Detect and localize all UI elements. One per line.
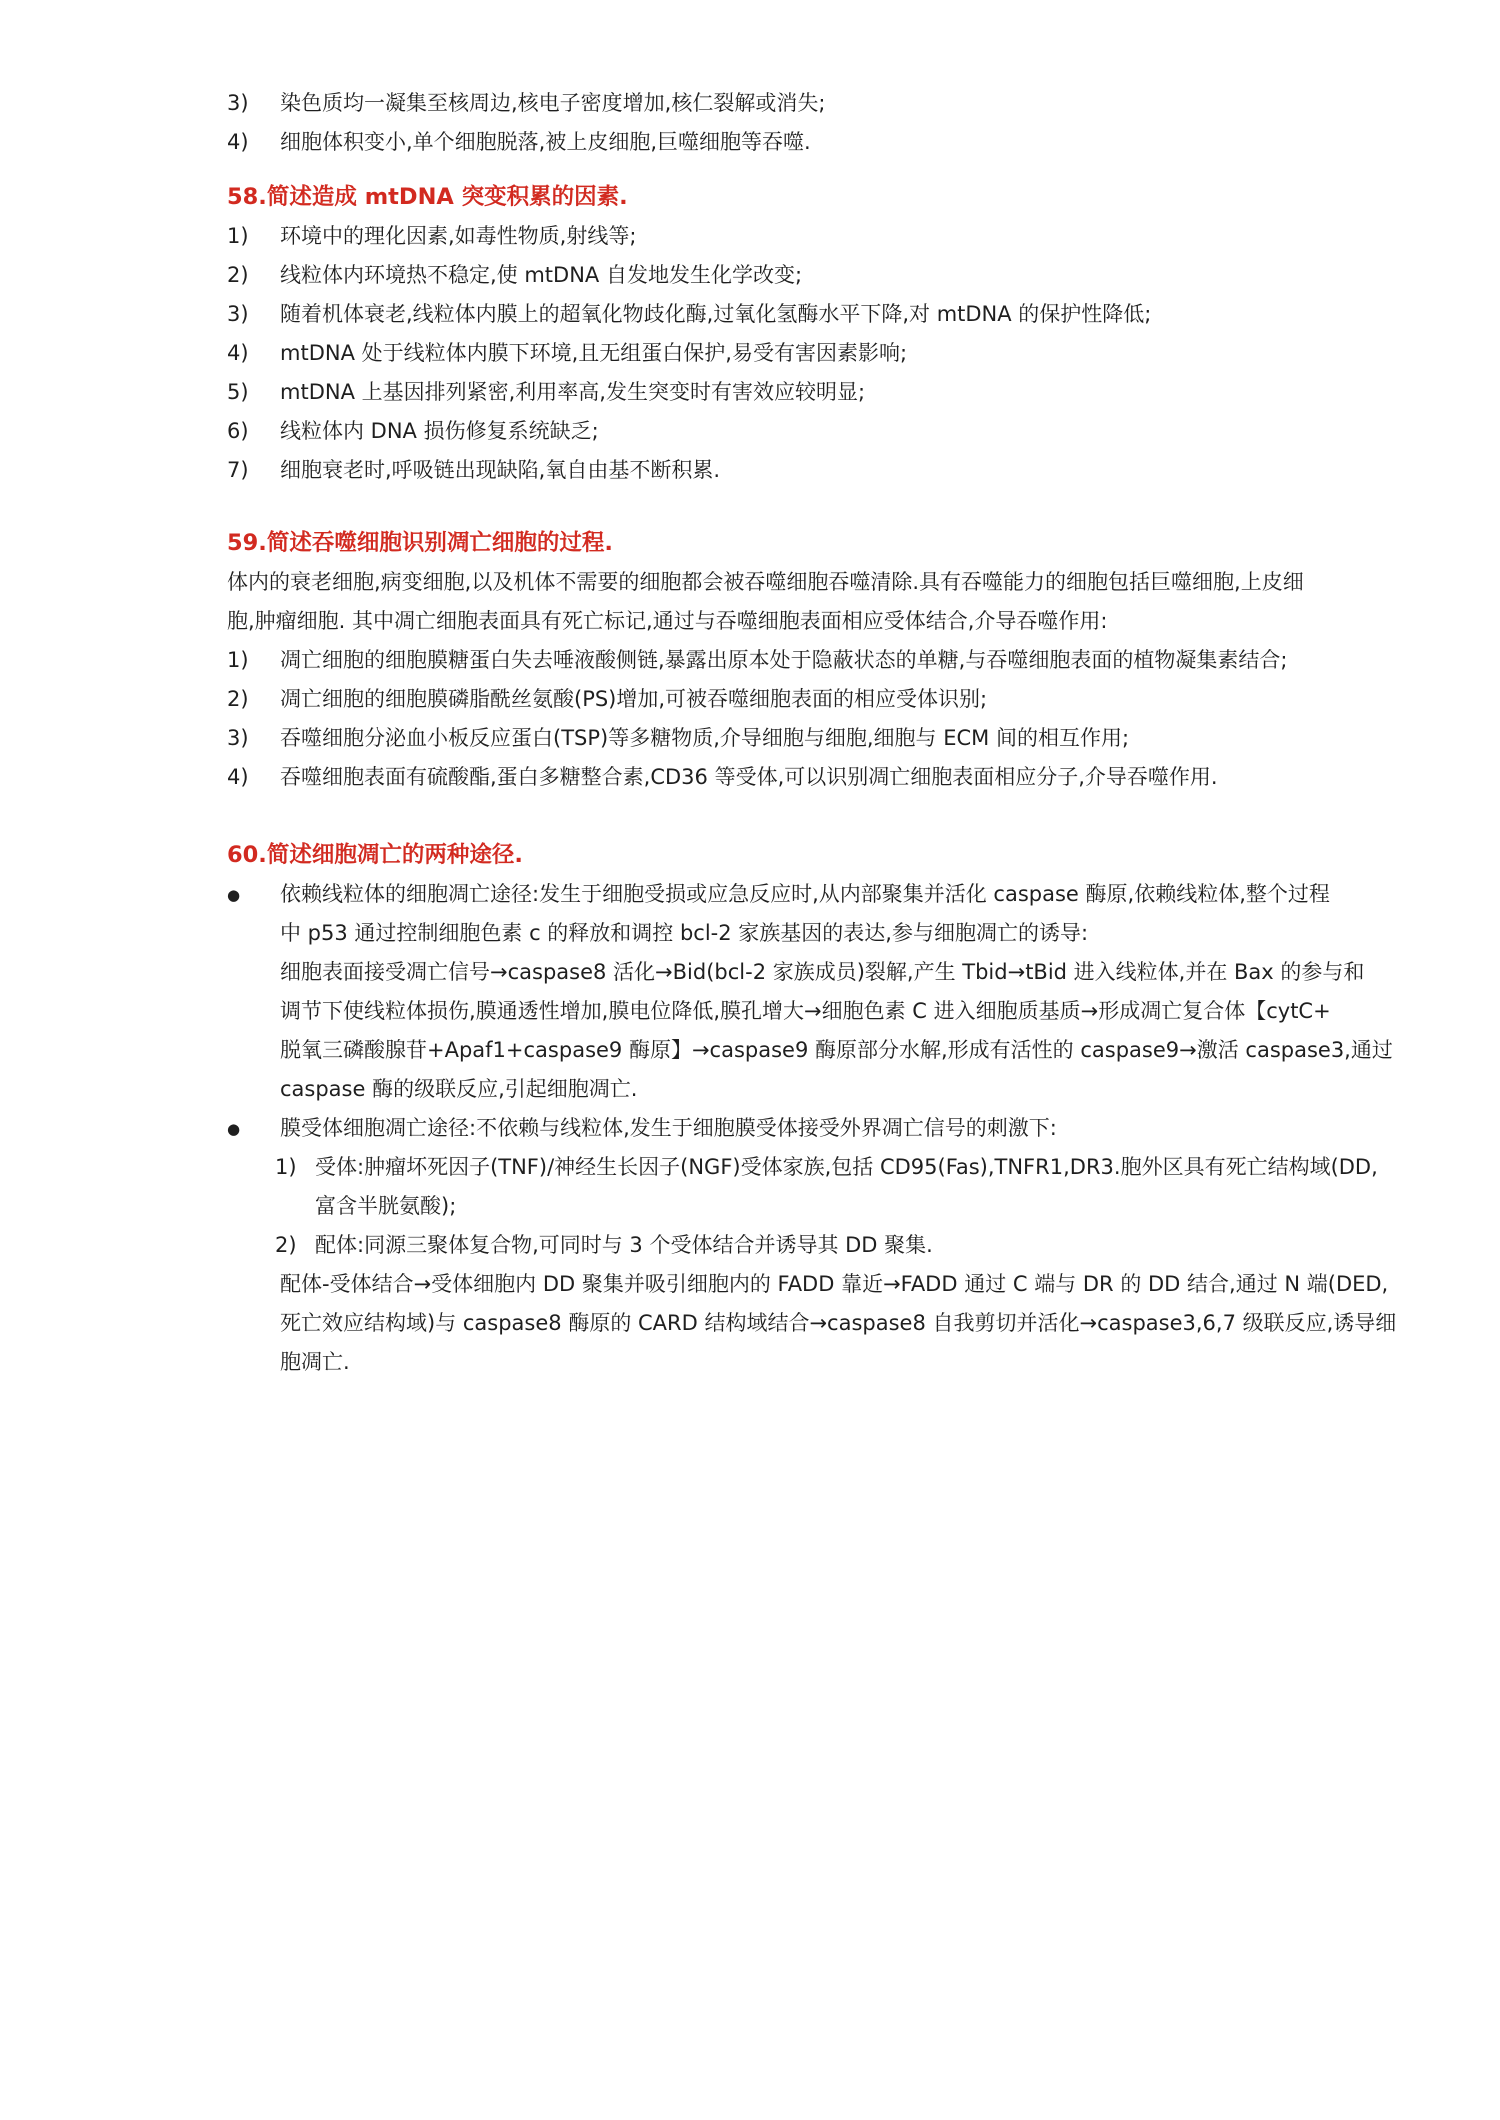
- sub-list-line: 富含半胱氨酸);: [315, 1194, 457, 1218]
- item-text: 细胞体积变小,单个细胞脱落,被上皮细胞,巨噬细胞等吞噬.: [280, 130, 811, 154]
- item-text: 细胞衰老时,呼吸链出现缺陷,氧自由基不断积累.: [280, 458, 721, 482]
- item-text: 线粒体内 DNA 损伤修复系统缺乏;: [280, 419, 599, 443]
- bullet-icon: ●: [227, 1120, 241, 1138]
- bullet-line: 中 p53 通过控制细胞色素 c 的释放和调控 bcl-2 家族基因的表达,参与细胞凋亡的诱导:: [280, 921, 1089, 945]
- sub-list-item: [227, 1226, 1477, 1265]
- list-item: [227, 373, 1477, 412]
- item-text: 受体:肿瘤坏死因子(TNF)/神经生长因子(NGF)受体家族,包括 CD95(Fas),TNFR1,DR3.胞外区具有死亡结构域(DD,: [315, 1155, 1378, 1179]
- item-text: 凋亡细胞的细胞膜磷脂酰丝氨酸(PS)增加,可被吞噬细胞表面的相应受体识别;: [280, 687, 988, 711]
- bullet-line: 细胞表面接受凋亡信号→caspase8 活化→Bid(bcl-2 家族成员)裂解,产生 Tbid→tBid 进入线粒体,并在 Bax 的参与和: [280, 960, 1365, 984]
- bullet-icon: ●: [227, 886, 241, 904]
- list-item: [227, 719, 1477, 758]
- list-item: [227, 295, 1477, 334]
- item-marker: 3): [227, 302, 249, 326]
- sub-list-item: [227, 1148, 1477, 1187]
- section-heading-59: 59.简述吞噬细胞识别凋亡细胞的过程.: [227, 530, 613, 556]
- item-marker: 6): [227, 419, 249, 443]
- item-marker: 1): [227, 224, 249, 248]
- bullet-line: 调节下使线粒体损伤,膜通透性增加,膜电位降低,膜孔增大→细胞色素 C 进入细胞质基质→形成凋亡复合体【cytC+: [280, 999, 1331, 1023]
- item-marker: 7): [227, 458, 249, 482]
- item-marker: 2): [227, 687, 249, 711]
- item-marker: 4): [227, 341, 249, 365]
- item-marker: 1): [227, 648, 249, 672]
- item-marker: 3): [227, 726, 249, 750]
- section-heading-60: 60.简述细胞凋亡的两种途径.: [227, 842, 523, 868]
- list-item: [227, 123, 1477, 162]
- item-marker: 4): [227, 130, 249, 154]
- list-item: [227, 758, 1477, 797]
- item-text: mtDNA 处于线粒体内膜下环境,且无组蛋白保护,易受有害因素影响;: [280, 341, 908, 365]
- list-item: [227, 412, 1477, 451]
- item-marker: 1): [275, 1155, 297, 1179]
- list-item: [227, 641, 1477, 680]
- item-text: 环境中的理化因素,如毒性物质,射线等;: [280, 224, 637, 248]
- document-content: [227, 84, 1477, 1382]
- list-item: [227, 256, 1477, 295]
- item-marker: 5): [227, 380, 249, 404]
- item-marker: 4): [227, 765, 249, 789]
- section-heading-58: 58.简述造成 mtDNA 突变积累的因素.: [227, 184, 628, 210]
- bullet-line: 胞凋亡.: [280, 1350, 350, 1374]
- list-item: [227, 217, 1477, 256]
- list-item: [227, 84, 1477, 123]
- bullet-line: 脱氧三磷酸腺苷+Apaf1+caspase9 酶原】→caspase9 酶原部分水解,形成有活性的 caspase9→激活 caspase3,通过: [280, 1038, 1393, 1062]
- list-item: [227, 680, 1477, 719]
- bullet-line: caspase 酶的级联反应,引起细胞凋亡.: [280, 1077, 638, 1101]
- bullet-item: [227, 875, 1477, 914]
- item-text: 凋亡细胞的细胞膜糖蛋白失去唾液酸侧链,暴露出原本处于隐蔽状态的单糖,与吞噬细胞表面的植物凝集素结合;: [280, 648, 1288, 672]
- item-marker: 2): [227, 263, 249, 287]
- item-text: 染色质均一凝集至核周边,核电子密度增加,核仁裂解或消失;: [280, 91, 826, 115]
- item-text: 吞噬细胞分泌血小板反应蛋白(TSP)等多糖物质,介导细胞与细胞,细胞与 ECM 间的相互作用;: [280, 726, 1130, 750]
- bullet-text: 依赖线粒体的细胞凋亡途径:发生于细胞受损或应急反应时,从内部聚集并活化 caspase 酶原,依赖线粒体,整个过程: [280, 882, 1330, 906]
- bullet-text: 膜受体细胞凋亡途径:不依赖与线粒体,发生于细胞膜受体接受外界凋亡信号的刺激下:: [280, 1116, 1057, 1140]
- item-text: 配体:同源三聚体复合物,可同时与 3 个受体结合并诱导其 DD 聚集.: [315, 1233, 933, 1257]
- item-text: mtDNA 上基因排列紧密,利用率高,发生突变时有害效应较明显;: [280, 380, 866, 404]
- bullet-item: [227, 1109, 1477, 1148]
- item-marker: 2): [275, 1233, 297, 1257]
- list-item: [227, 451, 1477, 490]
- bullet-line: 配体-受体结合→受体细胞内 DD 聚集并吸引细胞内的 FADD 靠近→FADD 通过 C 端与 DR 的 DD 结合,通过 N 端(DED,: [280, 1272, 1389, 1296]
- item-text: 线粒体内环境热不稳定,使 mtDNA 自发地发生化学改变;: [280, 263, 803, 287]
- item-text: 随着机体衰老,线粒体内膜上的超氧化物歧化酶,过氧化氢酶水平下降,对 mtDNA 的保护性降低;: [280, 302, 1152, 326]
- list-item: [227, 334, 1477, 373]
- item-marker: 3): [227, 91, 249, 115]
- paragraph-line: 胞,肿瘤细胞. 其中凋亡细胞表面具有死亡标记,通过与吞噬细胞表面相应受体结合,介导吞噬作用:: [227, 609, 1108, 633]
- item-text: 吞噬细胞表面有硫酸酯,蛋白多糖整合素,CD36 等受体,可以识别凋亡细胞表面相应分子,介导吞噬作用.: [280, 765, 1218, 789]
- paragraph-line: 体内的衰老细胞,病变细胞,以及机体不需要的细胞都会被吞噬细胞吞噬清除.具有吞噬能力的细胞包括巨噬细胞,上皮细: [227, 570, 1304, 594]
- bullet-line: 死亡效应结构域)与 caspase8 酶原的 CARD 结构域结合→caspase8 自我剪切并活化→caspase3,6,7 级联反应,诱导细: [280, 1311, 1397, 1335]
